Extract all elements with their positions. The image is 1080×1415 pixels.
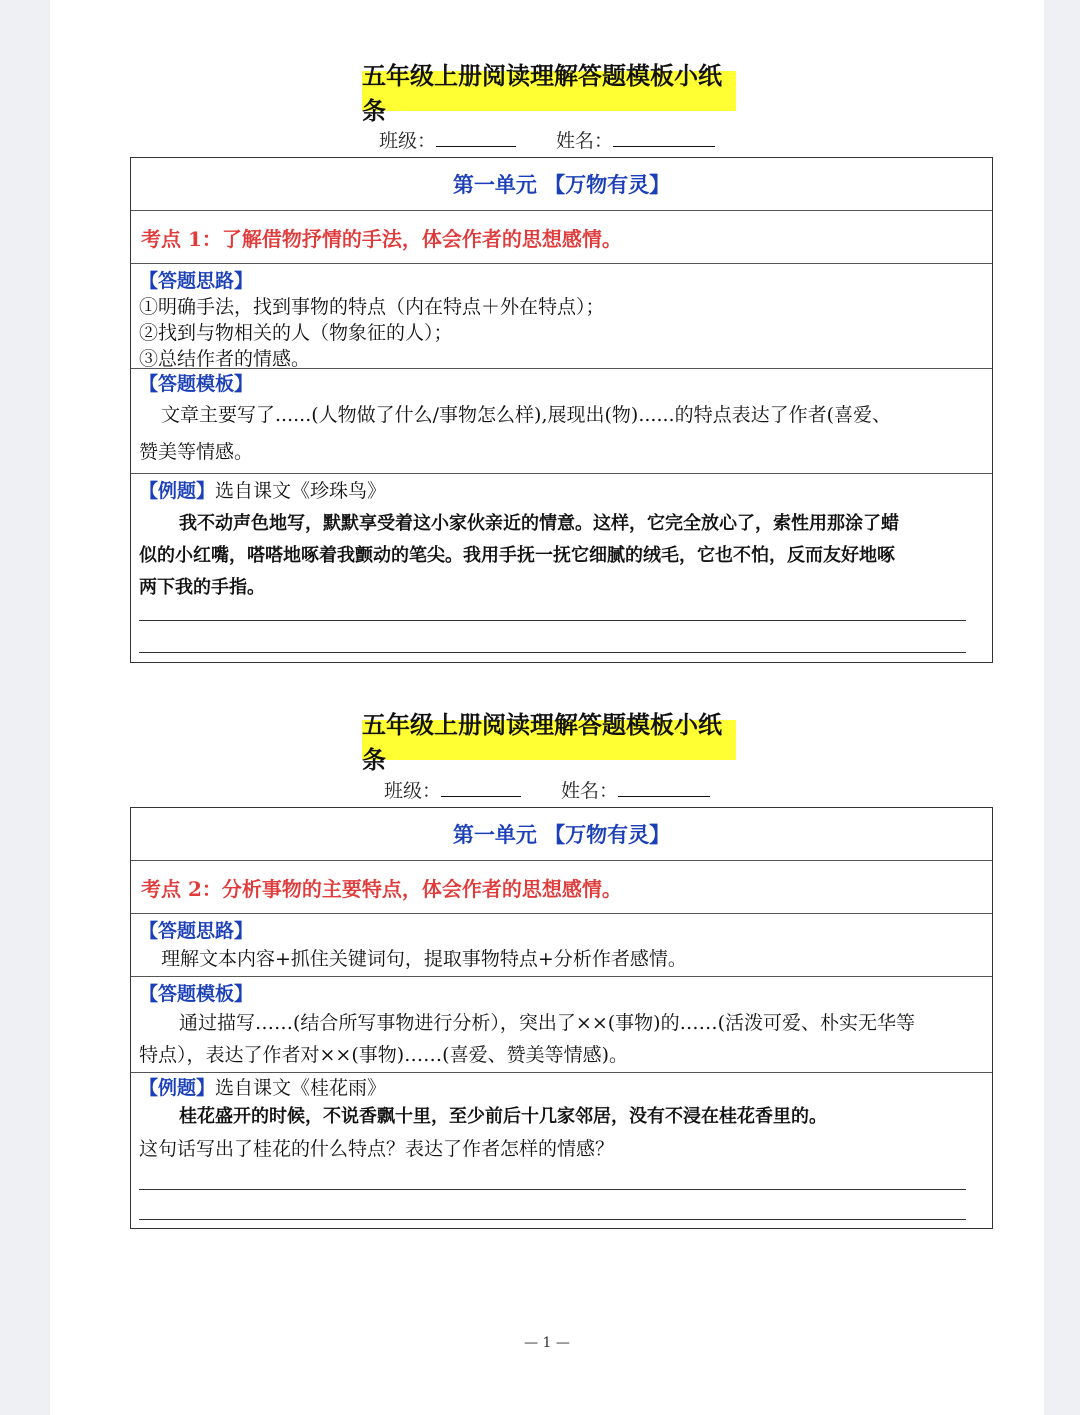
card-title: 五年级上册阅读理解答题模板小纸条 (362, 71, 736, 111)
template-line: 特点），表达了作者对××(事物)……(喜爱、赞美等情感)。 (139, 1044, 628, 1066)
approach-label: 【答题思路】 (139, 920, 254, 942)
exam-point: 考点 2：分析事物的主要特点，体会作者的思想感情。 (131, 861, 992, 914)
name-blank[interactable] (613, 130, 715, 147)
example-passage-line: 我不动声色地写，默默享受着这小家伙亲近的情意。这样，它完全放心了，索性用那涂了蜡 (179, 513, 899, 534)
approach-section (131, 264, 992, 369)
template-line: 通过描写……(结合所写事物进行分析），突出了××(事物)的……(活泼可爱、朴实无华等 (179, 1012, 915, 1034)
name-label: 姓名： (561, 780, 619, 802)
example-passage-line: 两下我的手指。 (139, 577, 265, 598)
approach-line: 理解文本内容+抓住关键词句，提取事物特点+分析作者感情。 (161, 948, 687, 970)
exam-point: 考点 1：了解借物抒情的手法，体会作者的思想感情。 (131, 211, 992, 264)
class-label: 班级： (383, 780, 441, 802)
name-label: 姓名： (556, 130, 614, 152)
template-section (131, 369, 992, 474)
class-blank[interactable] (436, 130, 516, 147)
approach-line: ②找到与物相关的人（物象征的人）； (139, 322, 453, 344)
example-section (131, 474, 992, 662)
template-line: 文章主要写了......(人物做了什么/事物怎么样),展现出(物)......的特点表达了作者(喜爱、 (161, 404, 891, 426)
approach-label: 【答题思路】 (139, 270, 254, 292)
page-number: — 1 — (524, 1335, 570, 1351)
example-section (131, 1073, 992, 1228)
answer-line[interactable] (139, 652, 966, 653)
answer-line[interactable] (139, 1189, 966, 1190)
template-section (131, 977, 992, 1073)
class-label: 班级： (378, 130, 436, 152)
example-question: 这句话写出了桂花的什么特点？表达了作者怎样的情感？ (139, 1138, 615, 1160)
student-info (50, 776, 1044, 803)
answer-line[interactable] (139, 620, 966, 621)
unit-box (130, 157, 993, 663)
unit-heading: 第一单元 【万物有灵】 (131, 158, 992, 211)
unit-heading: 第一单元 【万物有灵】 (131, 808, 992, 861)
example-label: 【例题】 (139, 480, 216, 502)
card-title: 五年级上册阅读理解答题模板小纸条 (362, 720, 736, 760)
student-info (50, 126, 1044, 153)
template-line: 赞美等情感。 (139, 441, 254, 463)
example-source: 选自课文《桂花雨》 (215, 1077, 387, 1099)
template-label: 【答题模板】 (139, 983, 254, 1005)
example-label: 【例题】 (139, 1077, 216, 1099)
example-passage-line: 似的小红嘴，嗒嗒地啄着我颤动的笔尖。我用手抚一抚它细腻的绒毛，它也不怕，反而友好地啄 (139, 545, 895, 566)
name-blank[interactable] (618, 780, 710, 797)
approach-section (131, 914, 992, 977)
template-label: 【答题模板】 (139, 373, 254, 395)
class-blank[interactable] (441, 780, 521, 797)
approach-line: ①明确手法，找到事物的特点（内在特点＋外在特点）； (139, 296, 605, 318)
approach-line: ③总结作者的情感。 (139, 348, 311, 370)
worksheet-page (50, 0, 1044, 1415)
answer-line[interactable] (139, 1219, 966, 1220)
example-passage-line: 桂花盛开的时候，不说香飘十里，至少前后十几家邻居，没有不浸在桂花香里的。 (179, 1106, 827, 1127)
example-source: 选自课文《珍珠鸟》 (215, 480, 387, 502)
unit-box (130, 807, 993, 1229)
